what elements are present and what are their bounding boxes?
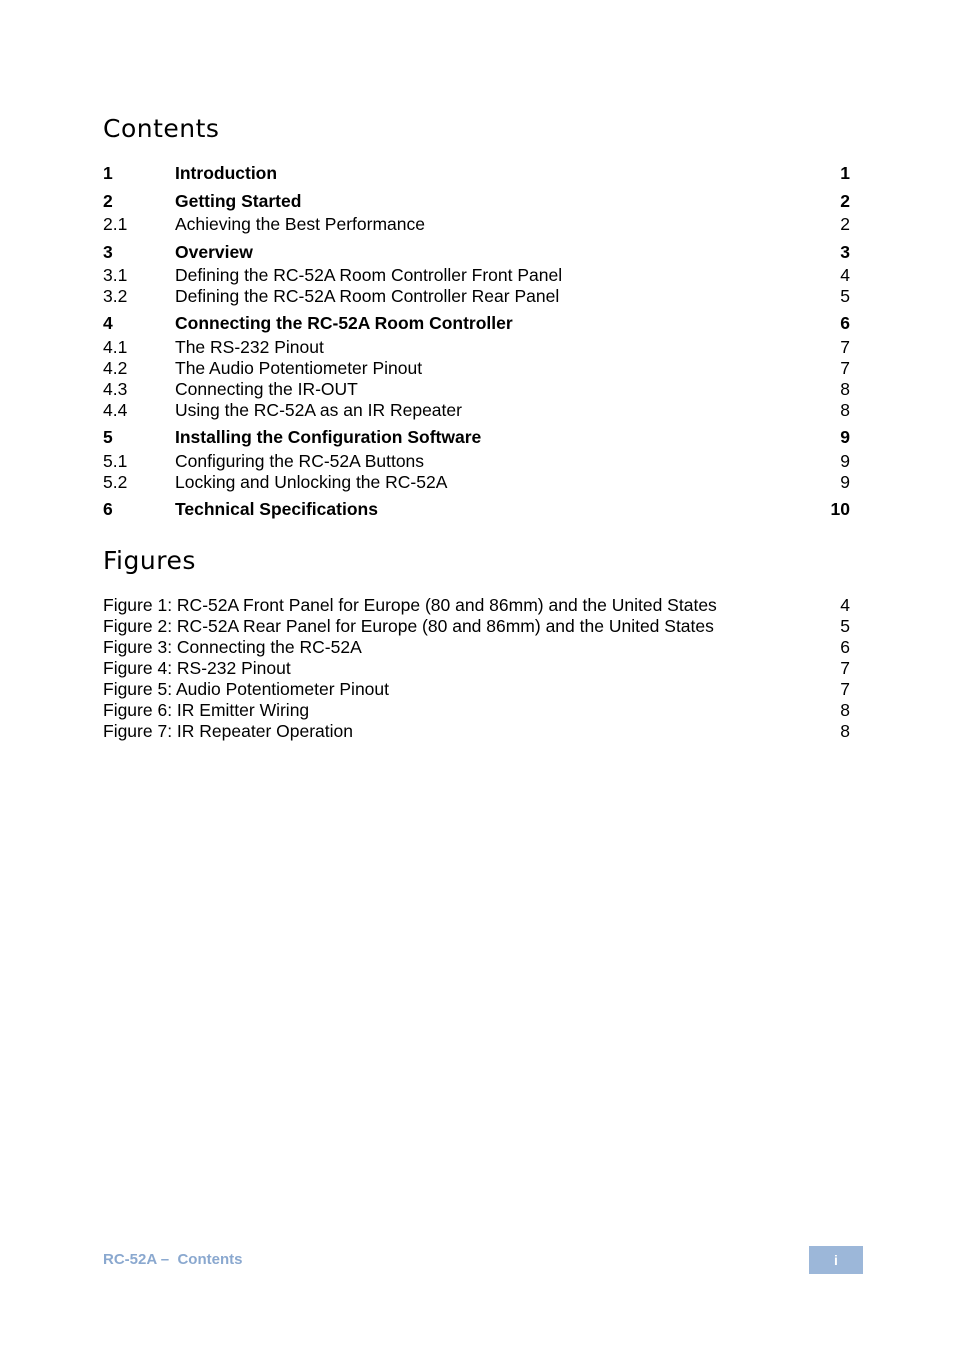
footer-label: RC-52A – Contents bbox=[103, 1251, 243, 1268]
toc-title: Overview bbox=[175, 242, 253, 262]
figure-page: 8 bbox=[840, 721, 850, 741]
toc-row[interactable] bbox=[103, 472, 850, 493]
toc-row[interactable] bbox=[103, 265, 850, 286]
figure-page: 5 bbox=[840, 616, 850, 636]
toc-row[interactable] bbox=[103, 337, 850, 358]
toc-title: Configuring the RC-52A Buttons bbox=[175, 451, 425, 471]
figure-title: Figure 7: IR Repeater Operation bbox=[103, 721, 353, 741]
toc-row[interactable] bbox=[103, 358, 850, 379]
toc-title: The Audio Potentiometer Pinout bbox=[175, 358, 423, 378]
toc-row[interactable] bbox=[103, 379, 850, 400]
toc-number: 4.3 bbox=[103, 379, 128, 399]
figure-row[interactable] bbox=[103, 637, 850, 658]
toc-page: 3 bbox=[840, 242, 850, 262]
toc-page: 2 bbox=[840, 214, 850, 234]
figure-page: 7 bbox=[840, 679, 850, 699]
toc-page: 4 bbox=[840, 265, 850, 285]
figure-title: Figure 5: Audio Potentiometer Pinout bbox=[103, 679, 390, 699]
toc-page: 7 bbox=[840, 358, 850, 378]
figure-page: 8 bbox=[840, 700, 850, 720]
figure-title: Figure 2: RC-52A Rear Panel for Europe (80 and 86mm) and the United States bbox=[103, 616, 714, 636]
toc-number: 1 bbox=[103, 163, 113, 183]
figure-row[interactable] bbox=[103, 700, 850, 721]
figure-title: Figure 3: Connecting the RC-52A bbox=[103, 637, 362, 657]
toc-page: 8 bbox=[840, 400, 850, 420]
toc-number: 4.2 bbox=[103, 358, 128, 378]
toc-page: 9 bbox=[840, 472, 850, 492]
toc-page: 8 bbox=[840, 379, 850, 399]
toc-title: Locking and Unlocking the RC-52A bbox=[175, 472, 448, 492]
toc-row[interactable] bbox=[103, 427, 850, 448]
figure-row[interactable] bbox=[103, 679, 850, 700]
toc-row[interactable] bbox=[103, 163, 850, 184]
toc-page: 5 bbox=[840, 286, 850, 306]
toc-number: 5 bbox=[103, 427, 113, 447]
toc-title: Introduction bbox=[175, 163, 278, 183]
toc-page: 1 bbox=[840, 163, 850, 183]
table-of-contents bbox=[103, 163, 850, 520]
toc-row[interactable] bbox=[103, 451, 850, 472]
figure-row[interactable] bbox=[103, 721, 850, 742]
toc-title: Defining the RC-52A Room Controller Front Panel bbox=[175, 265, 563, 285]
toc-title: Achieving the Best Performance bbox=[175, 214, 425, 234]
figure-row[interactable] bbox=[103, 616, 850, 637]
toc-title: Connecting the IR-OUT bbox=[175, 379, 358, 399]
toc-title: Getting Started bbox=[175, 191, 302, 211]
toc-page: 10 bbox=[830, 499, 850, 519]
toc-number: 3.2 bbox=[103, 286, 128, 306]
toc-title: Using the RC-52A as an IR Repeater bbox=[175, 400, 462, 420]
toc-number: 5.1 bbox=[103, 451, 128, 471]
figure-title: Figure 4: RS-232 Pinout bbox=[103, 658, 291, 678]
toc-row[interactable] bbox=[103, 313, 850, 334]
toc-row[interactable] bbox=[103, 191, 850, 212]
toc-row[interactable] bbox=[103, 286, 850, 307]
toc-row[interactable] bbox=[103, 400, 850, 421]
toc-number: 5.2 bbox=[103, 472, 128, 492]
contents-heading: Contents bbox=[103, 114, 220, 143]
toc-title: Technical Specifications bbox=[175, 499, 378, 519]
toc-page: 7 bbox=[840, 337, 850, 357]
toc-page: 9 bbox=[840, 427, 850, 447]
footer-page-number: i bbox=[809, 1246, 863, 1274]
toc-title: The RS-232 Pinout bbox=[175, 337, 324, 357]
toc-title: Connecting the RC-52A Room Controller bbox=[175, 313, 513, 333]
toc-number: 3 bbox=[103, 242, 113, 262]
toc-row[interactable] bbox=[103, 499, 850, 520]
toc-row[interactable] bbox=[103, 242, 850, 263]
toc-page: 6 bbox=[840, 313, 850, 333]
toc-number: 2.1 bbox=[103, 214, 128, 234]
figure-row[interactable] bbox=[103, 595, 850, 616]
figures-heading: Figures bbox=[103, 546, 196, 575]
toc-number: 4.4 bbox=[103, 400, 128, 420]
figure-row[interactable] bbox=[103, 658, 850, 679]
toc-title: Installing the Configuration Software bbox=[175, 427, 482, 447]
toc-row[interactable] bbox=[103, 214, 850, 235]
toc-page: 9 bbox=[840, 451, 850, 471]
toc-number: 4.1 bbox=[103, 337, 128, 357]
toc-number: 3.1 bbox=[103, 265, 128, 285]
toc-page: 2 bbox=[840, 191, 850, 211]
toc-number: 6 bbox=[103, 499, 113, 519]
toc-number: 2 bbox=[103, 191, 113, 211]
figure-title: Figure 1: RC-52A Front Panel for Europe (80 and 86mm) and the United States bbox=[103, 595, 717, 615]
toc-number: 4 bbox=[103, 313, 113, 333]
toc-title: Defining the RC-52A Room Controller Rear Panel bbox=[175, 286, 560, 306]
list-of-figures bbox=[103, 595, 850, 742]
figure-page: 6 bbox=[840, 637, 850, 657]
figure-title: Figure 6: IR Emitter Wiring bbox=[103, 700, 310, 720]
figure-page: 7 bbox=[840, 658, 850, 678]
figure-page: 4 bbox=[840, 595, 850, 615]
